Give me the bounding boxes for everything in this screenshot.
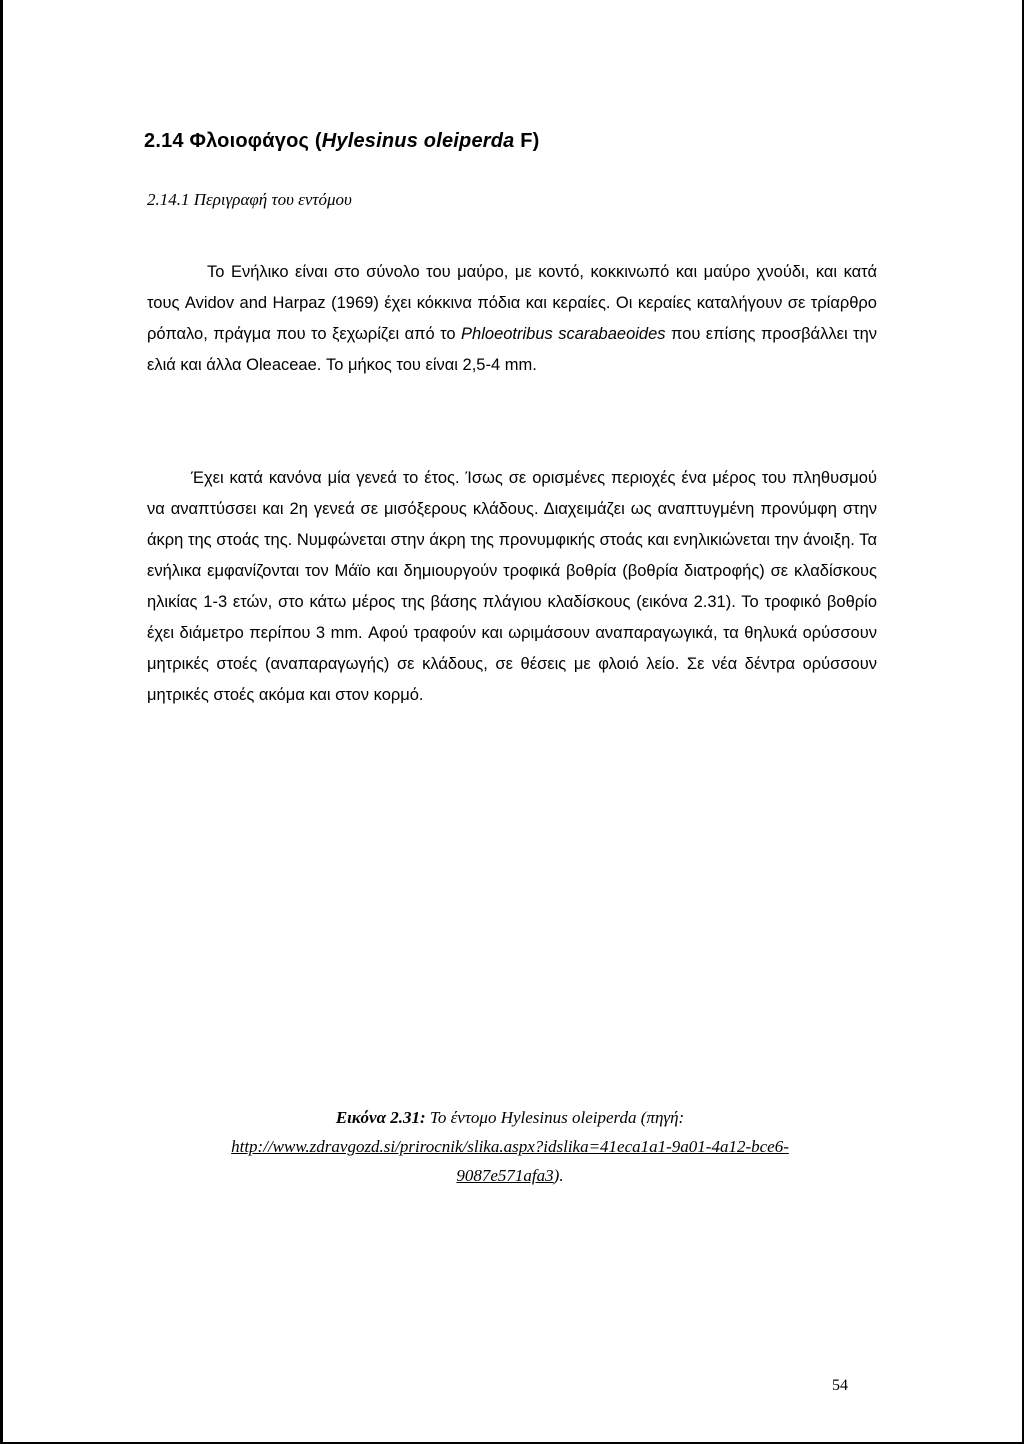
species-name-italic: Phloeotribus scarabaeoides [461,325,666,343]
section-heading-prefix: 2.14 Φλοιοφάγος ( [144,130,322,152]
paragraph-description [147,257,877,381]
section-heading [144,130,540,153]
figure-source-link-line2[interactable]: 9087e571afa3 [456,1166,554,1185]
page-number: 54 [832,1377,848,1394]
figure-caption-closing: ). [553,1166,564,1185]
paragraph-description-part-b: που επίσης προσβάλλει την ελιά και άλλα Oleaceae. Το μήκος του είναι 2,5-4 mm. [147,325,878,374]
scan-edge-left [0,0,3,1444]
section-heading-suffix: F) [514,130,540,152]
figure-caption-label: Εικόνα 2.31: [335,1108,426,1127]
figure-caption [140,1103,880,1190]
paragraph-biology: Έχει κατά κανόνα μία γενεά το έτος. Ίσως σε ορισμένες περιοχές ένα μέρος του πληθυσμού να αναπτύσσει και 2η γενεά σε μισόξερους κλάδους. Διαχειμάζει ως αναπτυγμένη προνύμφη στην άκρη της στοάς της. Νυμφώνεται στην άκρη της προνυμφικής στοάς και ενηλικιώνεται την άνοιξη. Τα ενήλικα εμφανίζονται τον Μάϊο και δημιουργούν τροφικά βοθρία (βοθρία διατροφής) σε κλαδίσκους ηλικίας 1-3 ετών, στο κάτω μέρος της βάσης πλάγιου κλαδίσκους (εικόνα 2.31). Το τροφικό βοθρίο έχει διάμετρο περίπου 3 mm. Αφού τραφούν και ωριμάσουν αναπαραγωγικά, τα θηλυκά ορύσσουν μητρικές στοές (αναπαραγωγής) σε κλάδους, σε θέσεις με φλοιό λείο. Σε νέα δέντρα ορύσσουν μητρικές στοές ακόμα και στον κορμό. [147,469,877,704]
subsection-heading: 2.14.1 Περιγραφή του εντόμου [147,190,352,209]
figure-source-link-line1[interactable]: http://www.zdravgozd.si/prirocnik/slika.aspx?idslika=41eca1a1-9a01-4a12-bce6- [231,1137,789,1156]
section-heading-latin: Hylesinus oleiperda [321,130,515,152]
paragraph-description-part-a: Το Ενήλικο είναι στο σύνολο του μαύρο, με κοντό, κοκκινωπό και μαύρο χνούδι, και κατά τους Avidov and Harpaz (1969) έχει κόκκινα πόδια και κεραίες. Οι κεραίες καταλήγουν σε τρίαρθρο ρόπαλο, πράγμα που το ξεχωρίζει από το [147,263,877,343]
figure-caption-text: Το έντομο Hylesinus oleiperda (πηγή: [425,1108,685,1127]
